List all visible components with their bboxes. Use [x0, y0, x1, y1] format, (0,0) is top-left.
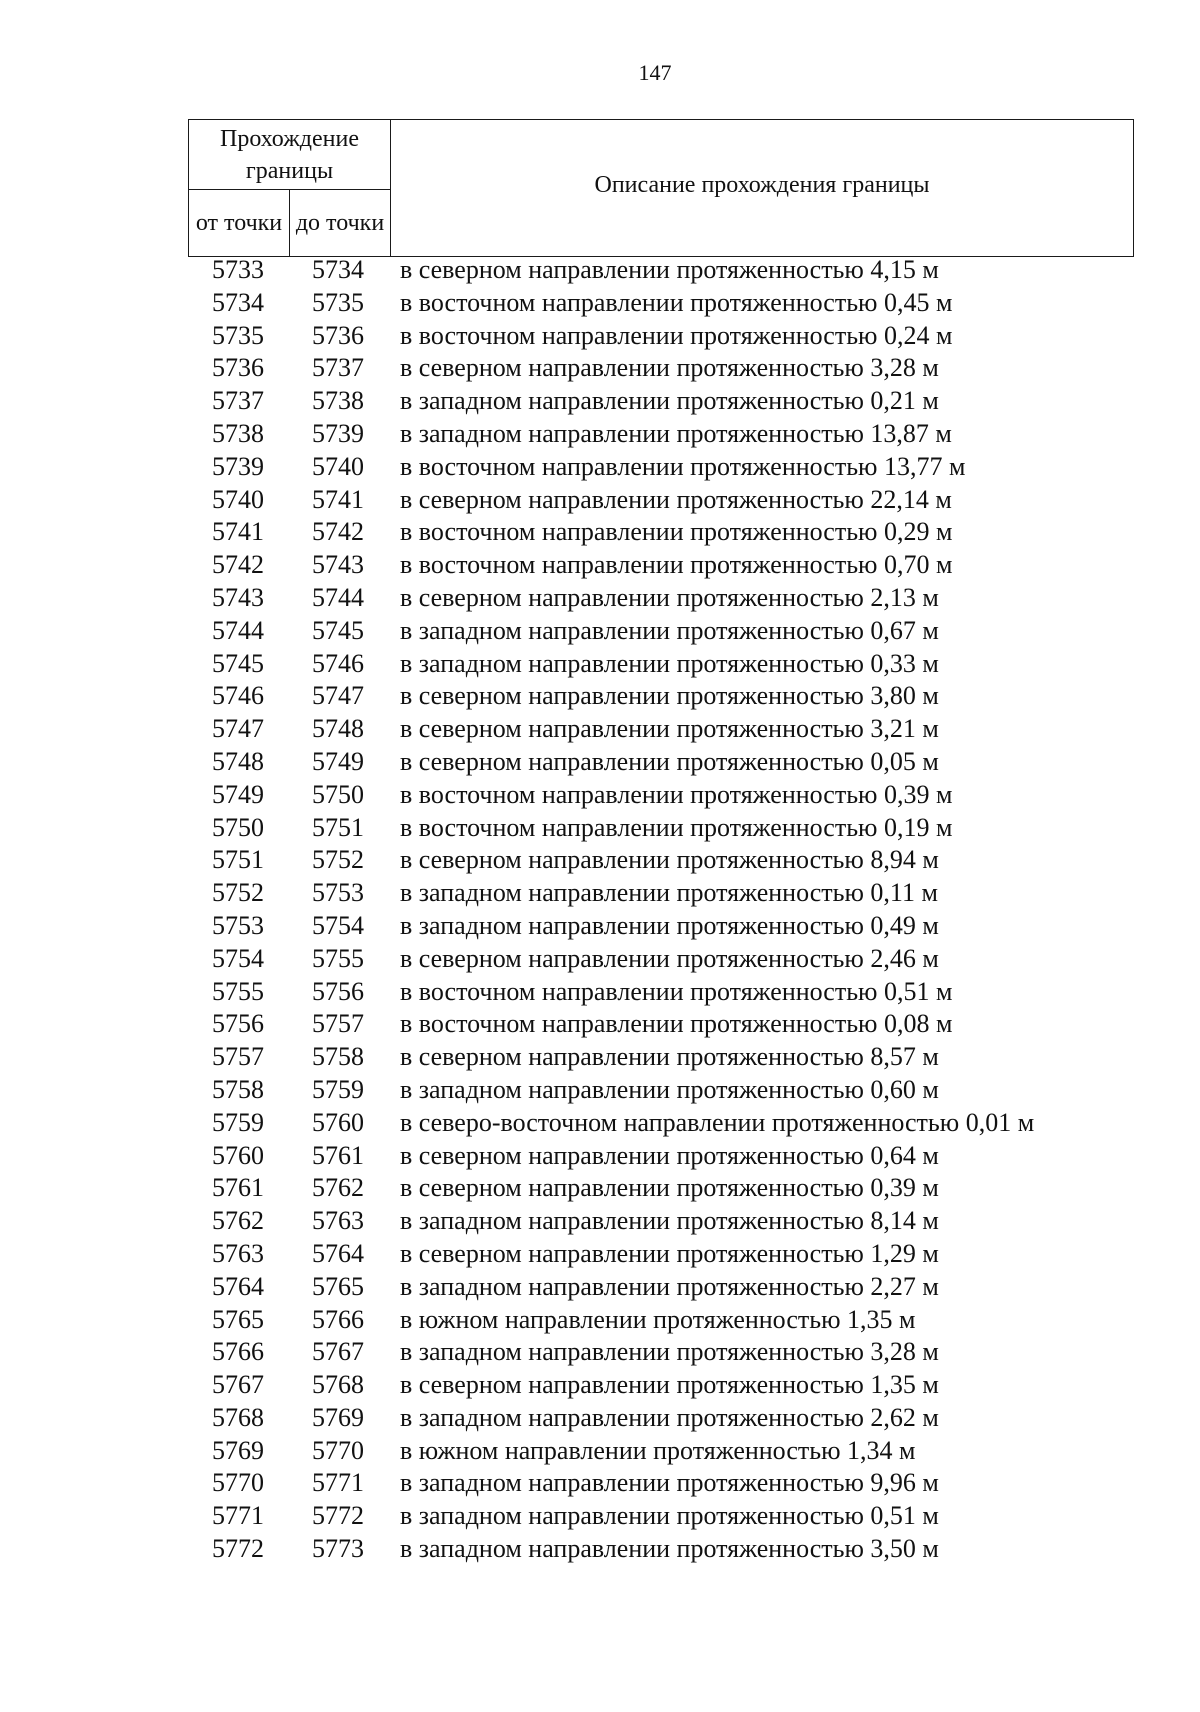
from-point-cell: 5756: [212, 1009, 264, 1039]
description-cell: в западном направлении протяженностью 3,28 м: [400, 1337, 939, 1367]
to-point-cell: 5750: [312, 779, 364, 809]
to-point-cell: 5755: [312, 943, 364, 973]
from-point-cell: 5750: [212, 812, 264, 842]
to-point-cell: 5739: [312, 418, 364, 448]
from-point-cell: 5759: [212, 1107, 264, 1137]
to-point-cell: 5763: [312, 1206, 364, 1236]
to-point-cell: 5762: [312, 1173, 364, 1203]
from-point-cell: 5771: [212, 1501, 264, 1531]
description-cell: в западном направлении протяженностью 0,33 м: [400, 648, 939, 678]
description-cell: в северном направлении протяженностью 22,14 м: [400, 484, 952, 514]
to-point-cell: 5745: [312, 615, 364, 645]
description-cell: в западном направлении протяженностью 8,14 м: [400, 1206, 939, 1236]
to-point-cell: 5748: [312, 714, 364, 744]
from-point-cell: 5754: [212, 943, 264, 973]
description-cell: в северном направлении протяженностью 8,94 м: [400, 845, 939, 875]
description-cell: в северном направлении протяженностью 0,39 м: [400, 1173, 939, 1203]
to-point-cell: 5751: [312, 812, 364, 842]
to-point-cell: 5766: [312, 1304, 364, 1334]
description-cell: в западном направлении протяженностью 0,21 м: [400, 386, 939, 416]
to-point-cell: 5740: [312, 451, 364, 481]
to-point-cell: 5741: [312, 484, 364, 514]
description-cell: в южном направлении протяженностью 1,35 м: [400, 1304, 916, 1334]
to-point-cell: 5743: [312, 550, 364, 580]
to-point-cell: 5765: [312, 1271, 364, 1301]
from-point-cell: 5767: [212, 1370, 264, 1400]
from-point-cell: 5768: [212, 1402, 264, 1432]
from-point-cell: 5769: [212, 1435, 264, 1465]
description-cell: в восточном направлении протяженностью 0,51 м: [400, 976, 953, 1006]
description-cell: в северном направлении протяженностью 8,57 м: [400, 1042, 939, 1072]
to-point-cell: 5760: [312, 1107, 364, 1137]
description-cell: в южном направлении протяженностью 1,34 м: [400, 1435, 916, 1465]
to-point-cell: 5759: [312, 1074, 364, 1104]
from-point-cell: 5743: [212, 582, 264, 612]
from-point-cell: 5735: [212, 320, 264, 350]
from-point-cell: 5764: [212, 1271, 264, 1301]
header-to-point: до точки: [290, 190, 391, 257]
from-point-cell: 5752: [212, 878, 264, 908]
description-cell: в северном направлении протяженностью 1,35 м: [400, 1370, 939, 1400]
description-cell: в восточном направлении протяженностью 0,19 м: [400, 812, 953, 842]
from-point-cell: 5736: [212, 353, 264, 383]
description-cell: в западном направлении протяженностью 0,11 м: [400, 878, 938, 908]
from-point-cell: 5757: [212, 1042, 264, 1072]
from-point-cell: 5734: [212, 287, 264, 317]
from-point-cell: 5738: [212, 418, 264, 448]
to-point-cell: 5742: [312, 517, 364, 547]
to-point-cell: 5772: [312, 1501, 364, 1531]
description-cell: в восточном направлении протяженностью 13,77 м: [400, 451, 966, 481]
from-point-cell: 5737: [212, 386, 264, 416]
header-passage: Прохождение границы: [189, 120, 391, 190]
description-cell: в восточном направлении протяженностью 0,24 м: [400, 320, 953, 350]
description-cell: в северо-восточном направлении протяженностью 0,01 м: [400, 1107, 1035, 1137]
description-cell: в западном направлении протяженностью 0,51 м: [400, 1501, 939, 1531]
from-point-cell: 5763: [212, 1238, 264, 1268]
to-point-cell: 5752: [312, 845, 364, 875]
to-point-cell: 5749: [312, 746, 364, 776]
to-point-cell: 5771: [312, 1468, 364, 1498]
to-point-cell: 5767: [312, 1337, 364, 1367]
to-point-cell: 5770: [312, 1435, 364, 1465]
from-point-cell: 5758: [212, 1074, 264, 1104]
from-point-cell: 5766: [212, 1337, 264, 1367]
to-point-cell: 5753: [312, 878, 364, 908]
description-cell: в восточном направлении протяженностью 0,08 м: [400, 1009, 953, 1039]
description-cell: в северном направлении протяженностью 4,15 м: [400, 255, 939, 284]
to-point-cell: 5734: [312, 255, 364, 284]
header-description: Описание прохождения границы: [391, 120, 1134, 257]
description-cell: в восточном направлении протяженностью 0,45 м: [400, 287, 953, 317]
description-cell: в восточном направлении протяженностью 0,39 м: [400, 779, 953, 809]
to-point-cell: 5747: [312, 681, 364, 711]
to-point-cell: 5773: [312, 1534, 364, 1564]
description-cell: в северном направлении протяженностью 2,13 м: [400, 582, 939, 612]
description-cell: в западном направлении протяженностью 0,60 м: [400, 1074, 939, 1104]
header-from-point: от точки: [189, 190, 290, 257]
page-number: 147: [638, 60, 672, 85]
description-cell: в западном направлении протяженностью 2,62 м: [400, 1402, 939, 1432]
from-point-cell: 5740: [212, 484, 264, 514]
to-point-cell: 5761: [312, 1140, 364, 1170]
from-point-cell: 5741: [212, 517, 264, 547]
description-cell: в западном направлении протяженностью 9,96 м: [400, 1468, 939, 1498]
to-point-cell: 5737: [312, 353, 364, 383]
from-point-cell: 5770: [212, 1468, 264, 1498]
table-header: [188, 119, 1134, 257]
from-point-cell: 5772: [212, 1534, 264, 1564]
description-cell: в северном направлении протяженностью 3,21 м: [400, 714, 939, 744]
from-point-cell: 5753: [212, 910, 264, 940]
to-point-cell: 5754: [312, 910, 364, 940]
from-point-cell: 5744: [212, 615, 264, 645]
to-point-cell: 5757: [312, 1009, 364, 1039]
from-point-cell: 5742: [212, 550, 264, 580]
from-point-cell: 5755: [212, 976, 264, 1006]
to-point-cell: 5756: [312, 976, 364, 1006]
from-point-cell: 5745: [212, 648, 264, 678]
from-point-cell: 5748: [212, 746, 264, 776]
description-cell: в западном направлении протяженностью 0,49 м: [400, 910, 939, 940]
from-point-cell: 5739: [212, 451, 264, 481]
to-point-cell: 5738: [312, 386, 364, 416]
description-cell: в восточном направлении протяженностью 0,29 м: [400, 517, 953, 547]
description-cell: в западном направлении протяженностью 2,27 м: [400, 1271, 939, 1301]
description-cell: в западном направлении протяженностью 3,50 м: [400, 1534, 939, 1564]
description-cell: в северном направлении протяженностью 0,05 м: [400, 746, 939, 776]
from-point-cell: 5747: [212, 714, 264, 744]
to-point-cell: 5744: [312, 582, 364, 612]
from-point-cell: 5749: [212, 779, 264, 809]
to-point-cell: 5746: [312, 648, 364, 678]
to-point-cell: 5768: [312, 1370, 364, 1400]
description-cell: в северном направлении протяженностью 3,80 м: [400, 681, 939, 711]
to-point-cell: 5736: [312, 320, 364, 350]
description-cell: в северном направлении протяженностью 1,29 м: [400, 1238, 939, 1268]
from-point-cell: 5746: [212, 681, 264, 711]
from-point-cell: 5733: [212, 255, 264, 284]
to-point-cell: 5769: [312, 1402, 364, 1432]
description-cell: в восточном направлении протяженностью 0,70 м: [400, 550, 953, 580]
description-cell: в западном направлении протяженностью 0,67 м: [400, 615, 939, 645]
to-point-cell: 5735: [312, 287, 364, 317]
from-point-cell: 5751: [212, 845, 264, 875]
from-point-cell: 5760: [212, 1140, 264, 1170]
description-cell: в северном направлении протяженностью 0,64 м: [400, 1140, 939, 1170]
from-point-cell: 5762: [212, 1206, 264, 1236]
to-point-cell: 5764: [312, 1238, 364, 1268]
description-cell: в западном направлении протяженностью 13,87 м: [400, 418, 952, 448]
from-point-cell: 5765: [212, 1304, 264, 1334]
description-cell: в северном направлении протяженностью 3,28 м: [400, 353, 939, 383]
description-cell: в северном направлении протяженностью 2,46 м: [400, 943, 939, 973]
from-point-cell: 5761: [212, 1173, 264, 1203]
to-point-cell: 5758: [312, 1042, 364, 1072]
